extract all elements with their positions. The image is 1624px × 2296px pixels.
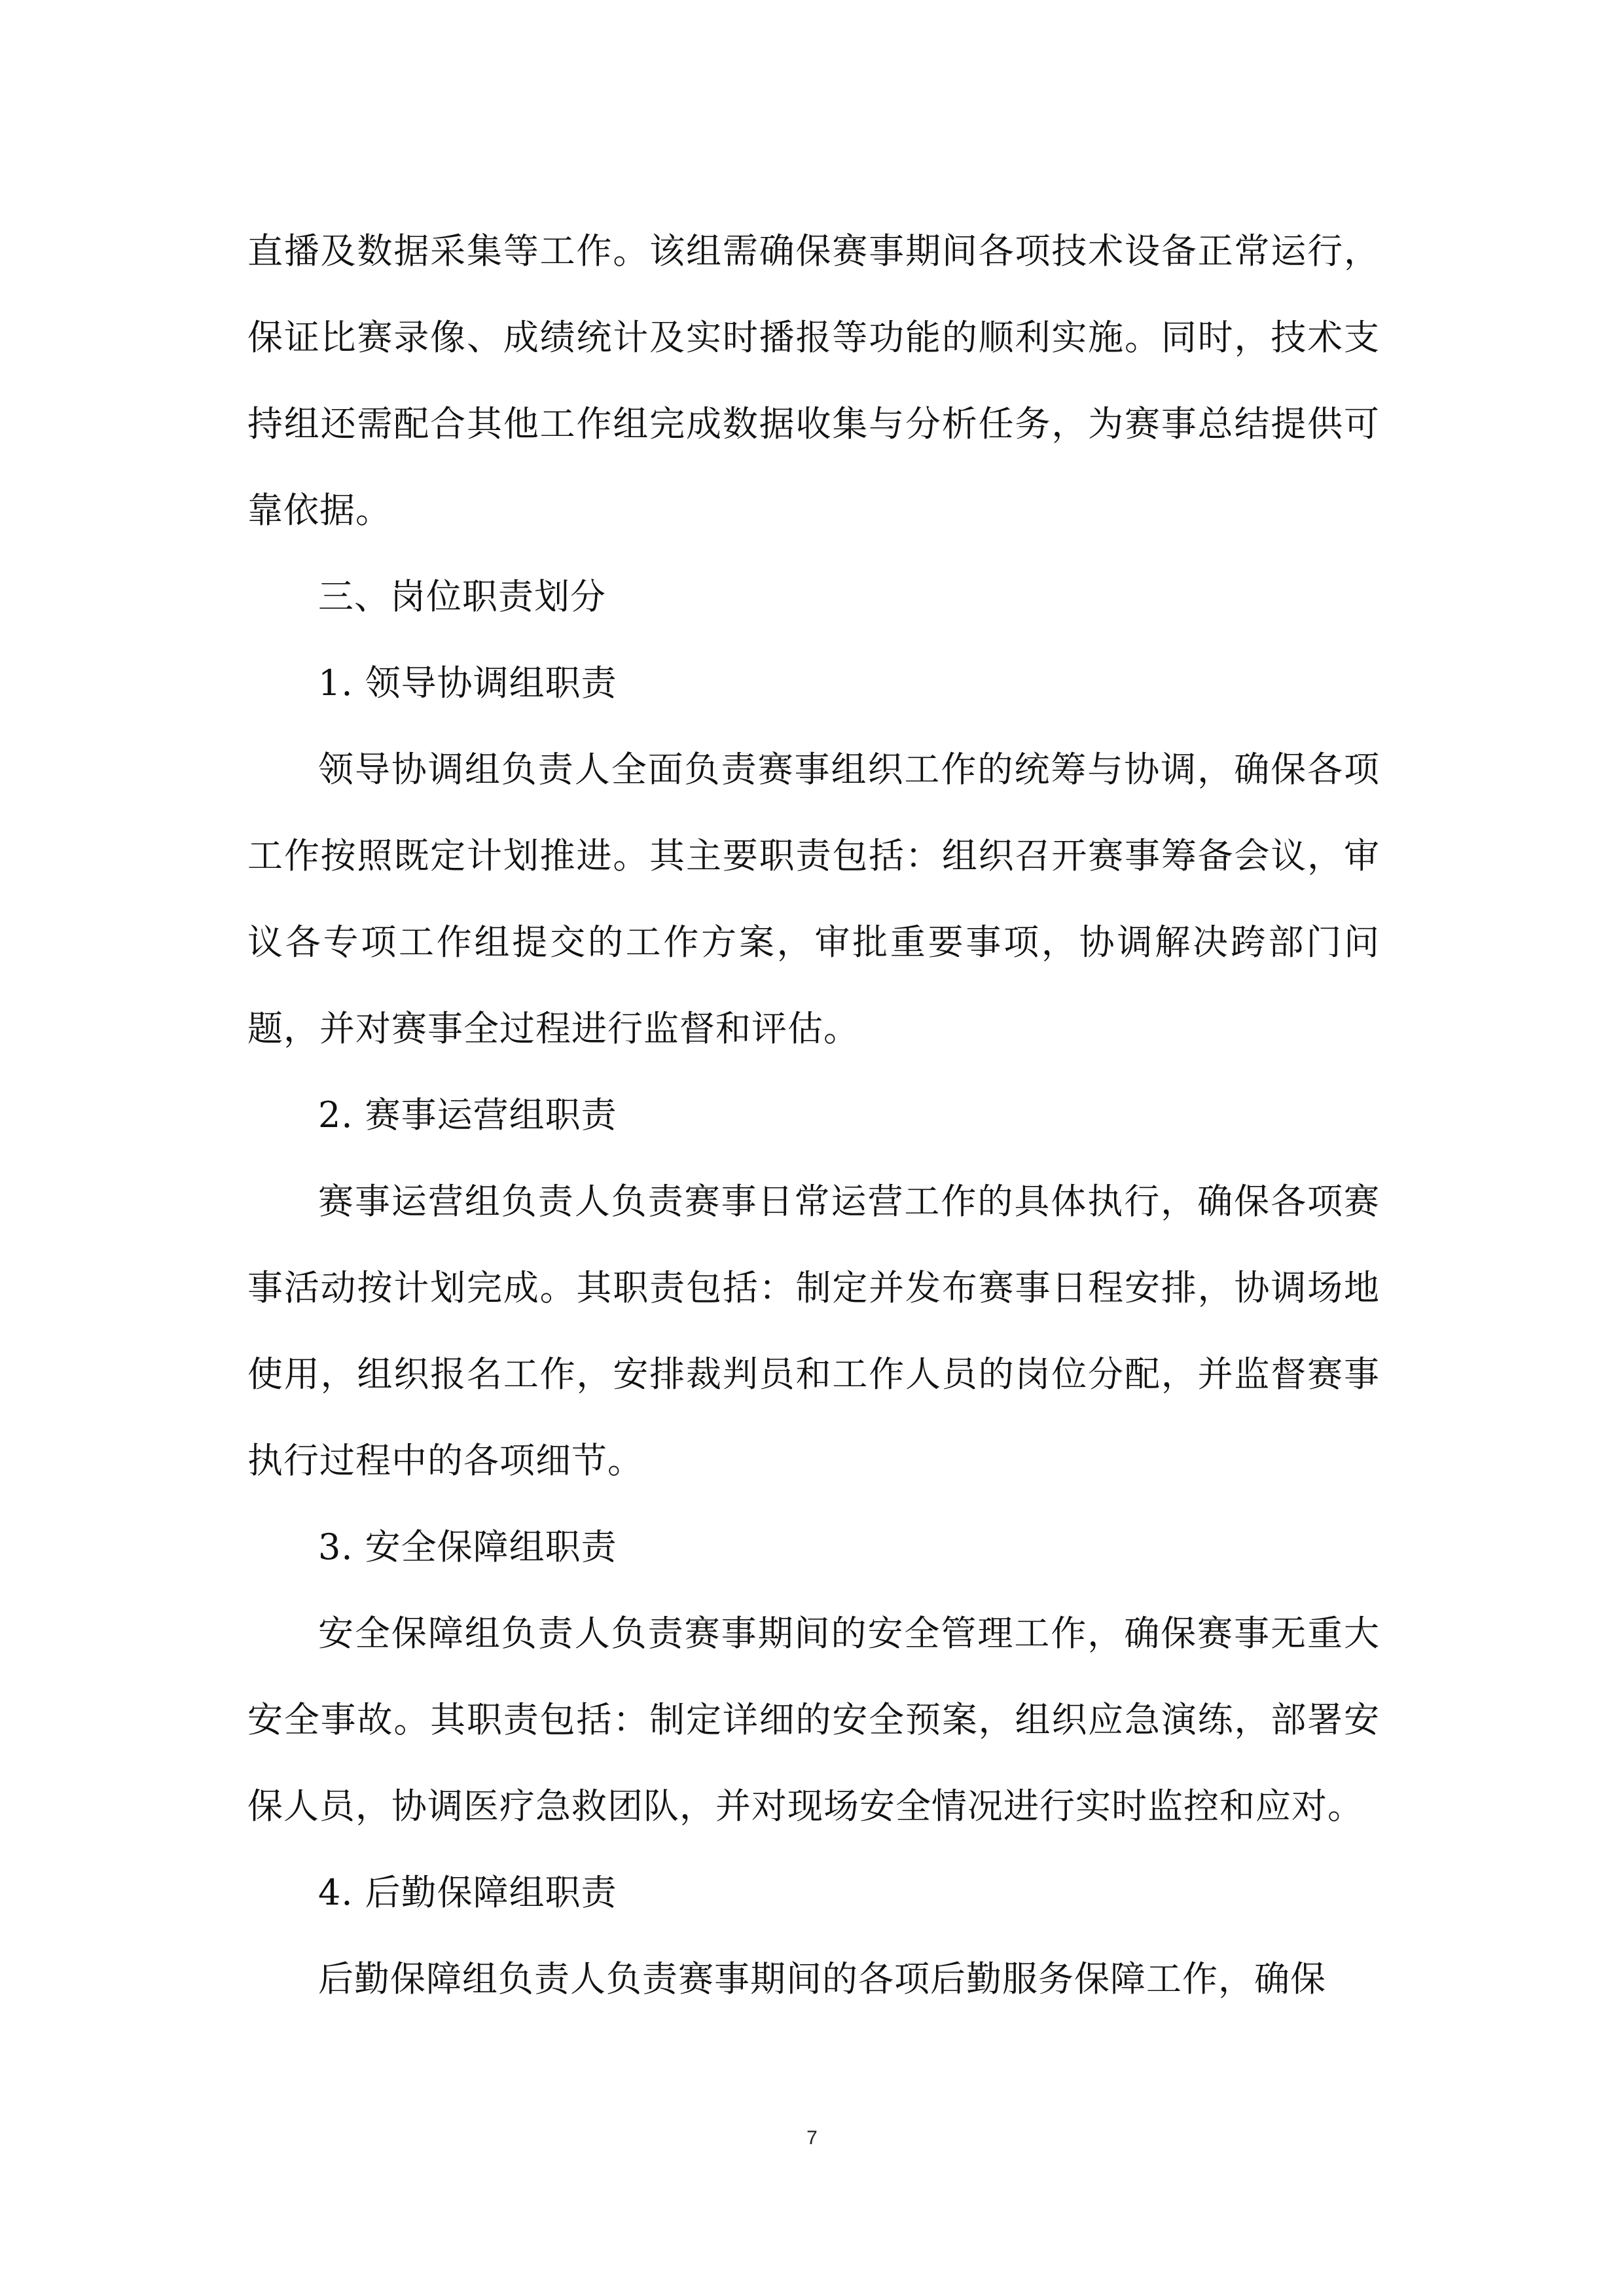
- subheading-leadership-group: 1. 领导协调组职责: [318, 662, 617, 704]
- subheading-operations-group: 2. 赛事运营组职责: [318, 1094, 617, 1136]
- document-body: [247, 208, 1380, 2022]
- subheading-logistics-group: 4. 后勤保障组职责: [318, 1872, 617, 1913]
- subheading-safety-group: 3. 安全保障组职责: [318, 1526, 617, 1568]
- body-paragraph-safety-group: 安全保障组负责人负责赛事期间的安全管理工作，确保赛事无重大安全事故。其职责包括：制定详细的安全预案，组织应急演练，部署安保人员，协调医疗急救团队，并对现场安全情况进行实时监控和应对。: [247, 1613, 1380, 1827]
- body-paragraph-technical-support: 直播及数据采集等工作。该组需确保赛事期间各项技术设备正常运行，保证比赛录像、成绩统计及实时播报等功能的顺利实施。同时，技术支持组还需配合其他工作组完成数据收集与分析任务，为赛事总结提供可靠依据。: [247, 230, 1380, 531]
- body-paragraph-leadership-group: 领导协调组负责人全面负责赛事组织工作的统筹与协调，确保各项工作按照既定计划推进。其主要职责包括：组织召开赛事筹备会议，审议各专项工作组提交的工作方案，审批重要事项，协调解决跨部门问题，并对赛事全过程进行监督和评估。: [247, 749, 1380, 1049]
- page-number: 7: [806, 2127, 818, 2149]
- section-heading-duties: 三、岗位职责划分: [318, 576, 606, 617]
- body-paragraph-logistics-group: 后勤保障组负责人负责赛事期间的各项后勤服务保障工作，确保: [318, 1958, 1326, 2000]
- body-paragraph-operations-group: 赛事运营组负责人负责赛事日常运营工作的具体执行，确保各项赛事活动按计划完成。其职责包括：制定并发布赛事日程安排，协调场地使用，组织报名工作，安排裁判员和工作人员的岗位分配，并监督赛事执行过程中的各项细节。: [247, 1181, 1380, 1481]
